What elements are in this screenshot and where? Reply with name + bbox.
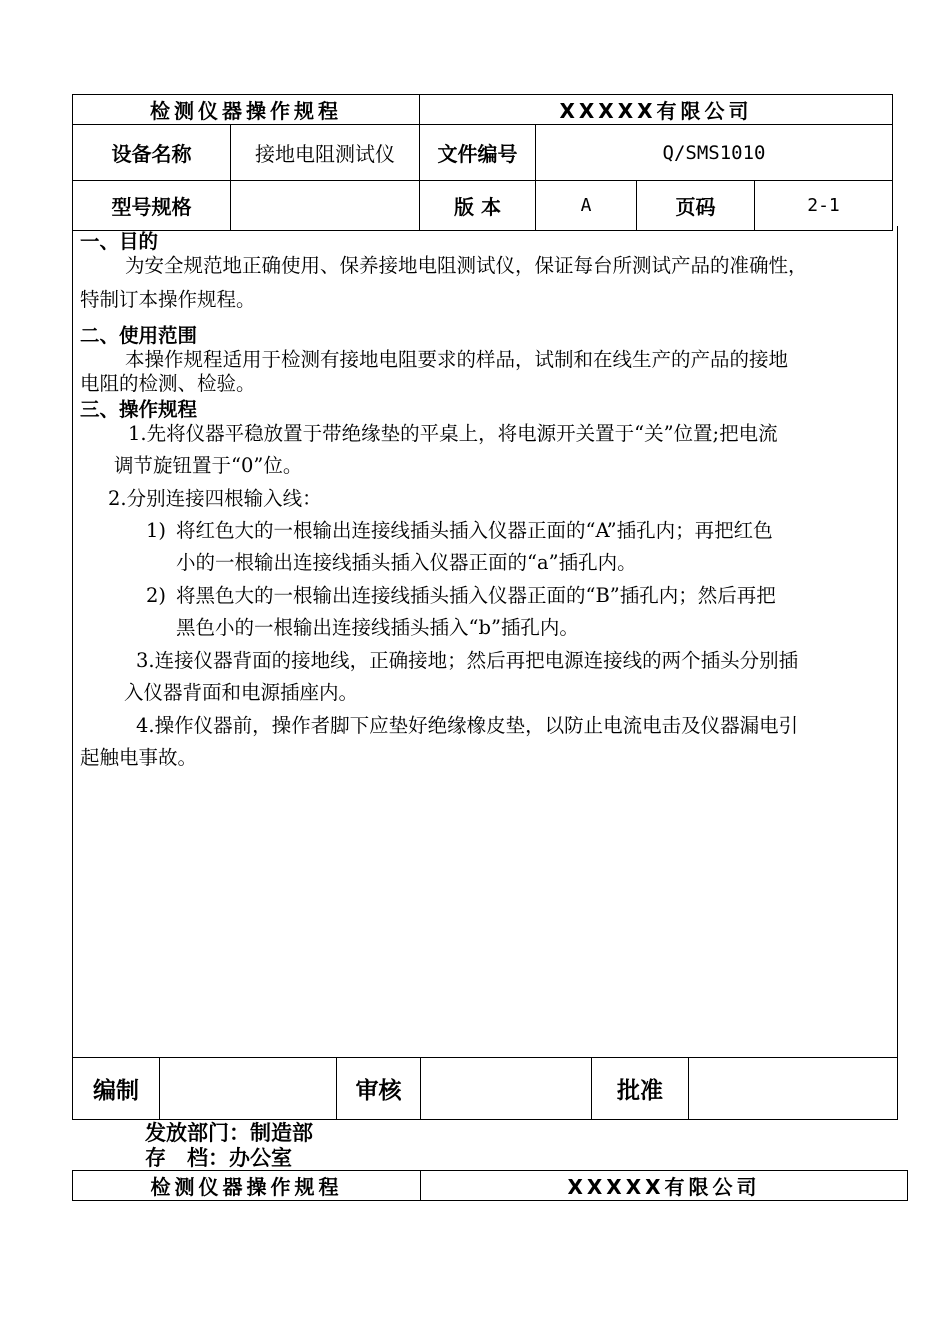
archive-location: 存 档：办公室 (145, 1146, 292, 1170)
version-label: 版 本 (420, 181, 536, 231)
section-3-title: 三、操作规程 (80, 398, 198, 421)
step-2-1-line1: 将红色大的一根输出连接线插头插入仪器正面的“A”插孔内；再把红色 (176, 519, 773, 542)
doc-title: 检测仪器操作规程 (73, 95, 420, 125)
approved-label: 批准 (592, 1058, 689, 1120)
equipment-value: 接地电阻测试仪 (231, 125, 420, 181)
footer-doc-title: 检测仪器操作规程 (73, 1171, 421, 1201)
section-2-para-line2: 电阻的检测、检验。 (80, 372, 256, 395)
page-value: 2-1 (755, 181, 893, 231)
step-2-2-line1: 将黑色大的一根输出连接线插头插入仪器正面的“B”插孔内；然后再把 (176, 584, 776, 607)
step-2-2-line2: 黑色小的一根输出连接线插头插入“b”插孔内。 (176, 616, 579, 639)
prepared-value (160, 1058, 337, 1120)
model-label: 型号规格 (73, 181, 231, 231)
section-2-para-line1: 本操作规程适用于检测有接地电阻要求的样品，试制和在线生产的产品的接地 (125, 348, 789, 371)
issuing-department: 发放部门：制造部 (145, 1121, 313, 1145)
step-3-line2: 入仪器背面和电源插座内。 (124, 681, 359, 704)
footer-header-table (72, 1170, 908, 1201)
equipment-label: 设备名称 (73, 125, 231, 181)
version-value: A (536, 181, 637, 231)
reviewed-value (421, 1058, 592, 1120)
section-1-title: 一、目的 (80, 230, 159, 253)
prepared-label: 编制 (73, 1058, 160, 1120)
section-2-title: 二、使用范围 (80, 324, 198, 347)
signoff-table (72, 1057, 898, 1120)
step-2-2-number: 2) (146, 584, 167, 607)
reviewed-label: 审核 (337, 1058, 421, 1120)
section-1-para-line2: 特制订本操作规程。 (80, 288, 256, 311)
file-no-label: 文件编号 (420, 125, 536, 181)
step-2-1-number: 1) (146, 519, 167, 542)
header-table (72, 94, 893, 231)
step-2: 2.分别连接四根输入线： (108, 487, 322, 510)
company-name: XXXXX有限公司 (420, 95, 893, 125)
step-2-1-line2: 小的一根输出连接线插头插入仪器正面的“a”插孔内。 (176, 551, 637, 574)
step-1-line1: 1.先将仪器平稳放置于带绝缘垫的平桌上，将电源开关置于“关”位置;把电流 (128, 422, 778, 445)
model-value (231, 181, 420, 231)
footer-company-name: XXXXX有限公司 (421, 1171, 908, 1201)
page-label: 页码 (637, 181, 755, 231)
step-4-line1: 4.操作仪器前，操作者脚下应垫好绝缘橡皮垫，以防止电流电击及仪器漏电引 (136, 714, 799, 737)
file-no-value: Q/SMS1010 (536, 125, 893, 181)
step-1-line2: 调节旋钮置于“0”位。 (114, 454, 303, 477)
section-1-para-line1: 为安全规范地正确使用、保养接地电阻测试仪，保证每台所测试产品的准确性， (125, 254, 808, 277)
approved-value (689, 1058, 898, 1120)
step-4-line2: 起触电事故。 (80, 746, 198, 769)
step-3-line1: 3.连接仪器背面的接地线，正确接地；然后再把电源连接线的两个插头分别插 (136, 649, 799, 672)
